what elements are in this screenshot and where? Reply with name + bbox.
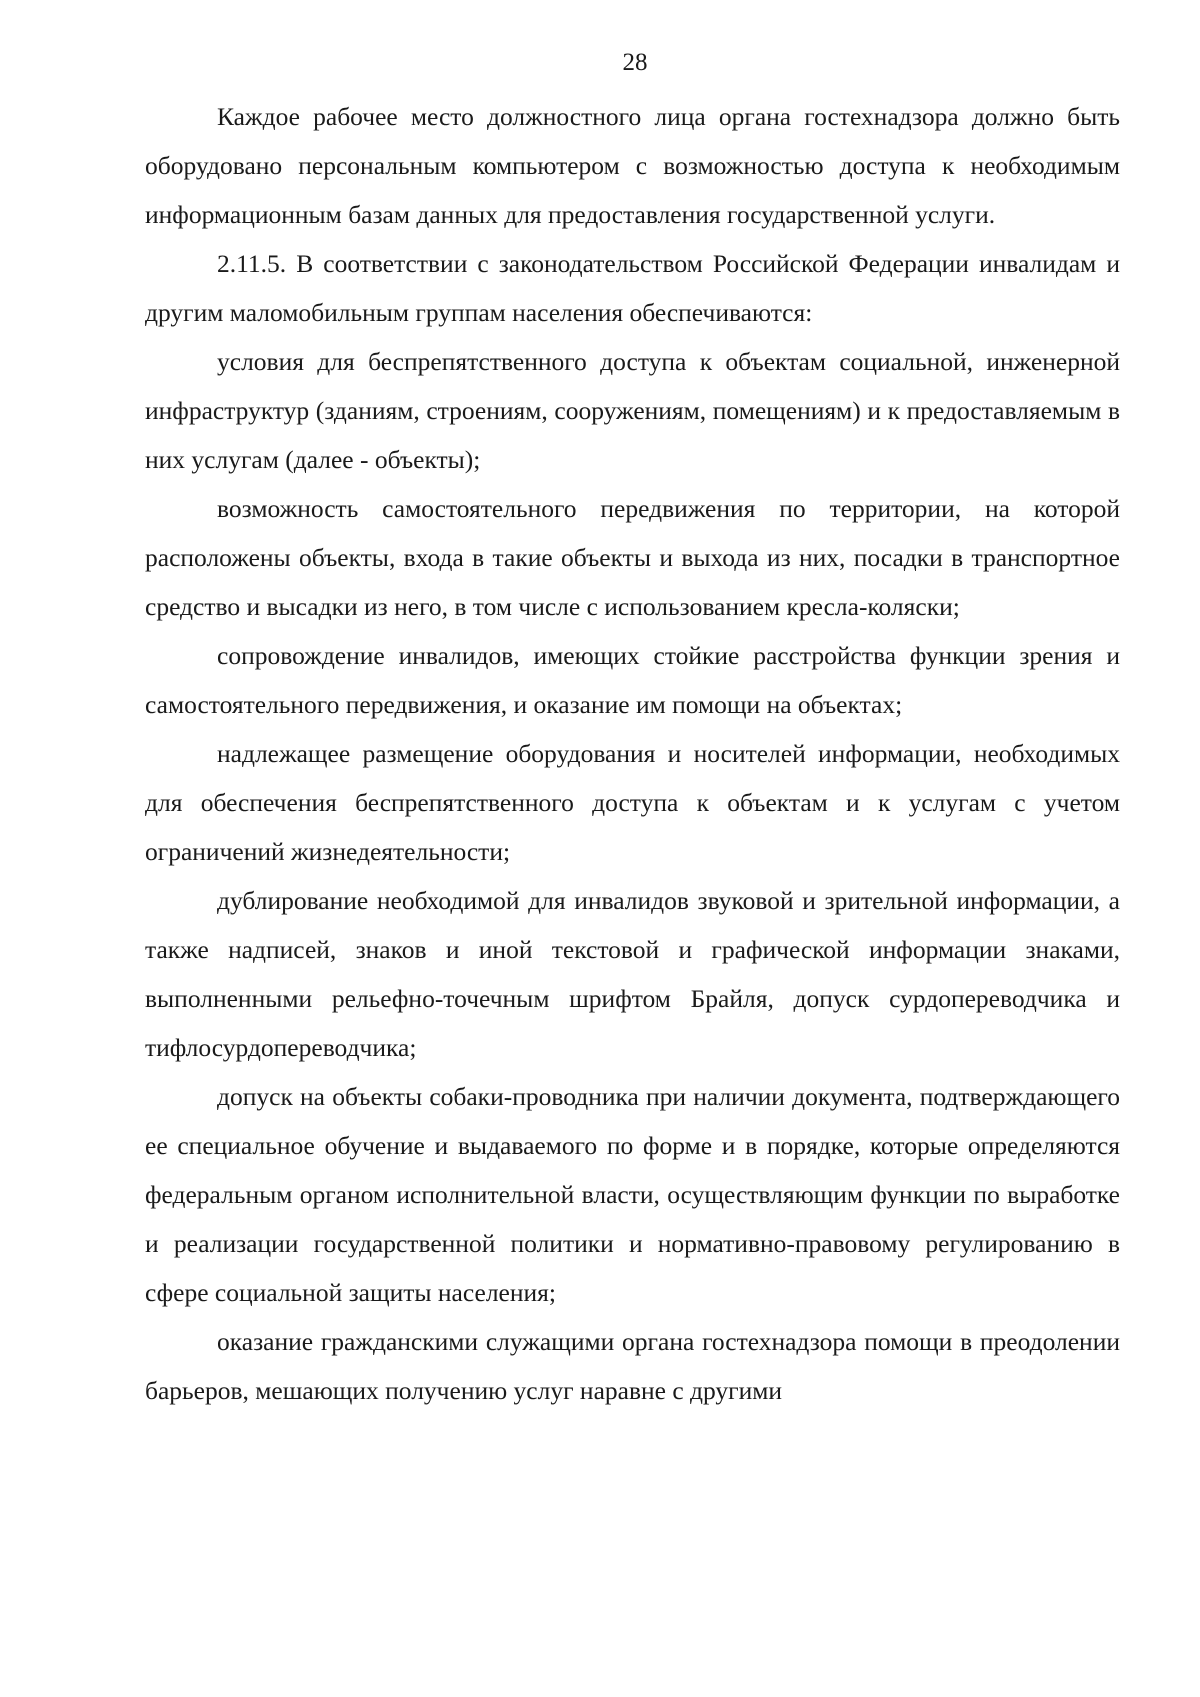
paragraph-equipment-placement: надлежащее размещение оборудования и носителей информации, необходимых для обеспечения беспрепятственного доступа к объектам и к услугам с учетом ограничений жизнедеятельности; (145, 739, 1120, 866)
document-body (145, 92, 1120, 1415)
paragraph-independent-movement: возможность самостоятельного передвижения по территории, на которой расположены объекты, входа в такие объекты и выхода из них, посадки в транспортное средство и высадки из него, в том числе с использованием кресла-коляски; (145, 494, 1120, 621)
paragraph-information-duplication: дублирование необходимой для инвалидов звуковой и зрительной информации, а также надписей, знаков и иной текстовой и графической информации знаками, выполненными рельефно-точечным шрифтом Брайля, допуск сурдопереводчика и тифлосурдопереводчика; (145, 886, 1120, 1062)
paragraph-access-conditions: условия для беспрепятственного доступа к объектам социальной, инженерной инфраструктур (зданиям, строениям, сооружениям, помещениям) и к предоставляемым в них услугам (далее - объекты); (145, 347, 1120, 474)
paragraph-guide-dog-admission: допуск на объекты собаки-проводника при наличии документа, подтверждающего ее специальное обучение и выдаваемого по форме и в порядке, которые определяются федеральным органом исполнительной власти, осуществляющим функции по выработке и реализации государственной политики и нормативно-правовому регулированию в сфере социальной защиты населения; (145, 1082, 1120, 1307)
page-number: 28 (622, 49, 648, 76)
paragraph-assistance: оказание гражданскими служащими органа гостехнадзора помощи в преодолении барьеров, мешающих получению услуг наравне с другими (145, 1327, 1120, 1405)
paragraph-escort: сопровождение инвалидов, имеющих стойкие расстройства функции зрения и самостоятельного передвижения, и оказание им помощи на объектах; (145, 641, 1120, 719)
paragraph-workplace-equipment: Каждое рабочее место должностного лица органа гостехнадзора должно быть оборудовано персональным компьютером с возможностью доступа к необходимым информационным базам данных для предоставления государственной услуги. (145, 102, 1120, 229)
paragraph-section-2-11-5: 2.11.5. В соответствии с законодательством Российской Федерации инвалидам и другим маломобильным группам населения обеспечиваются: (145, 249, 1120, 327)
